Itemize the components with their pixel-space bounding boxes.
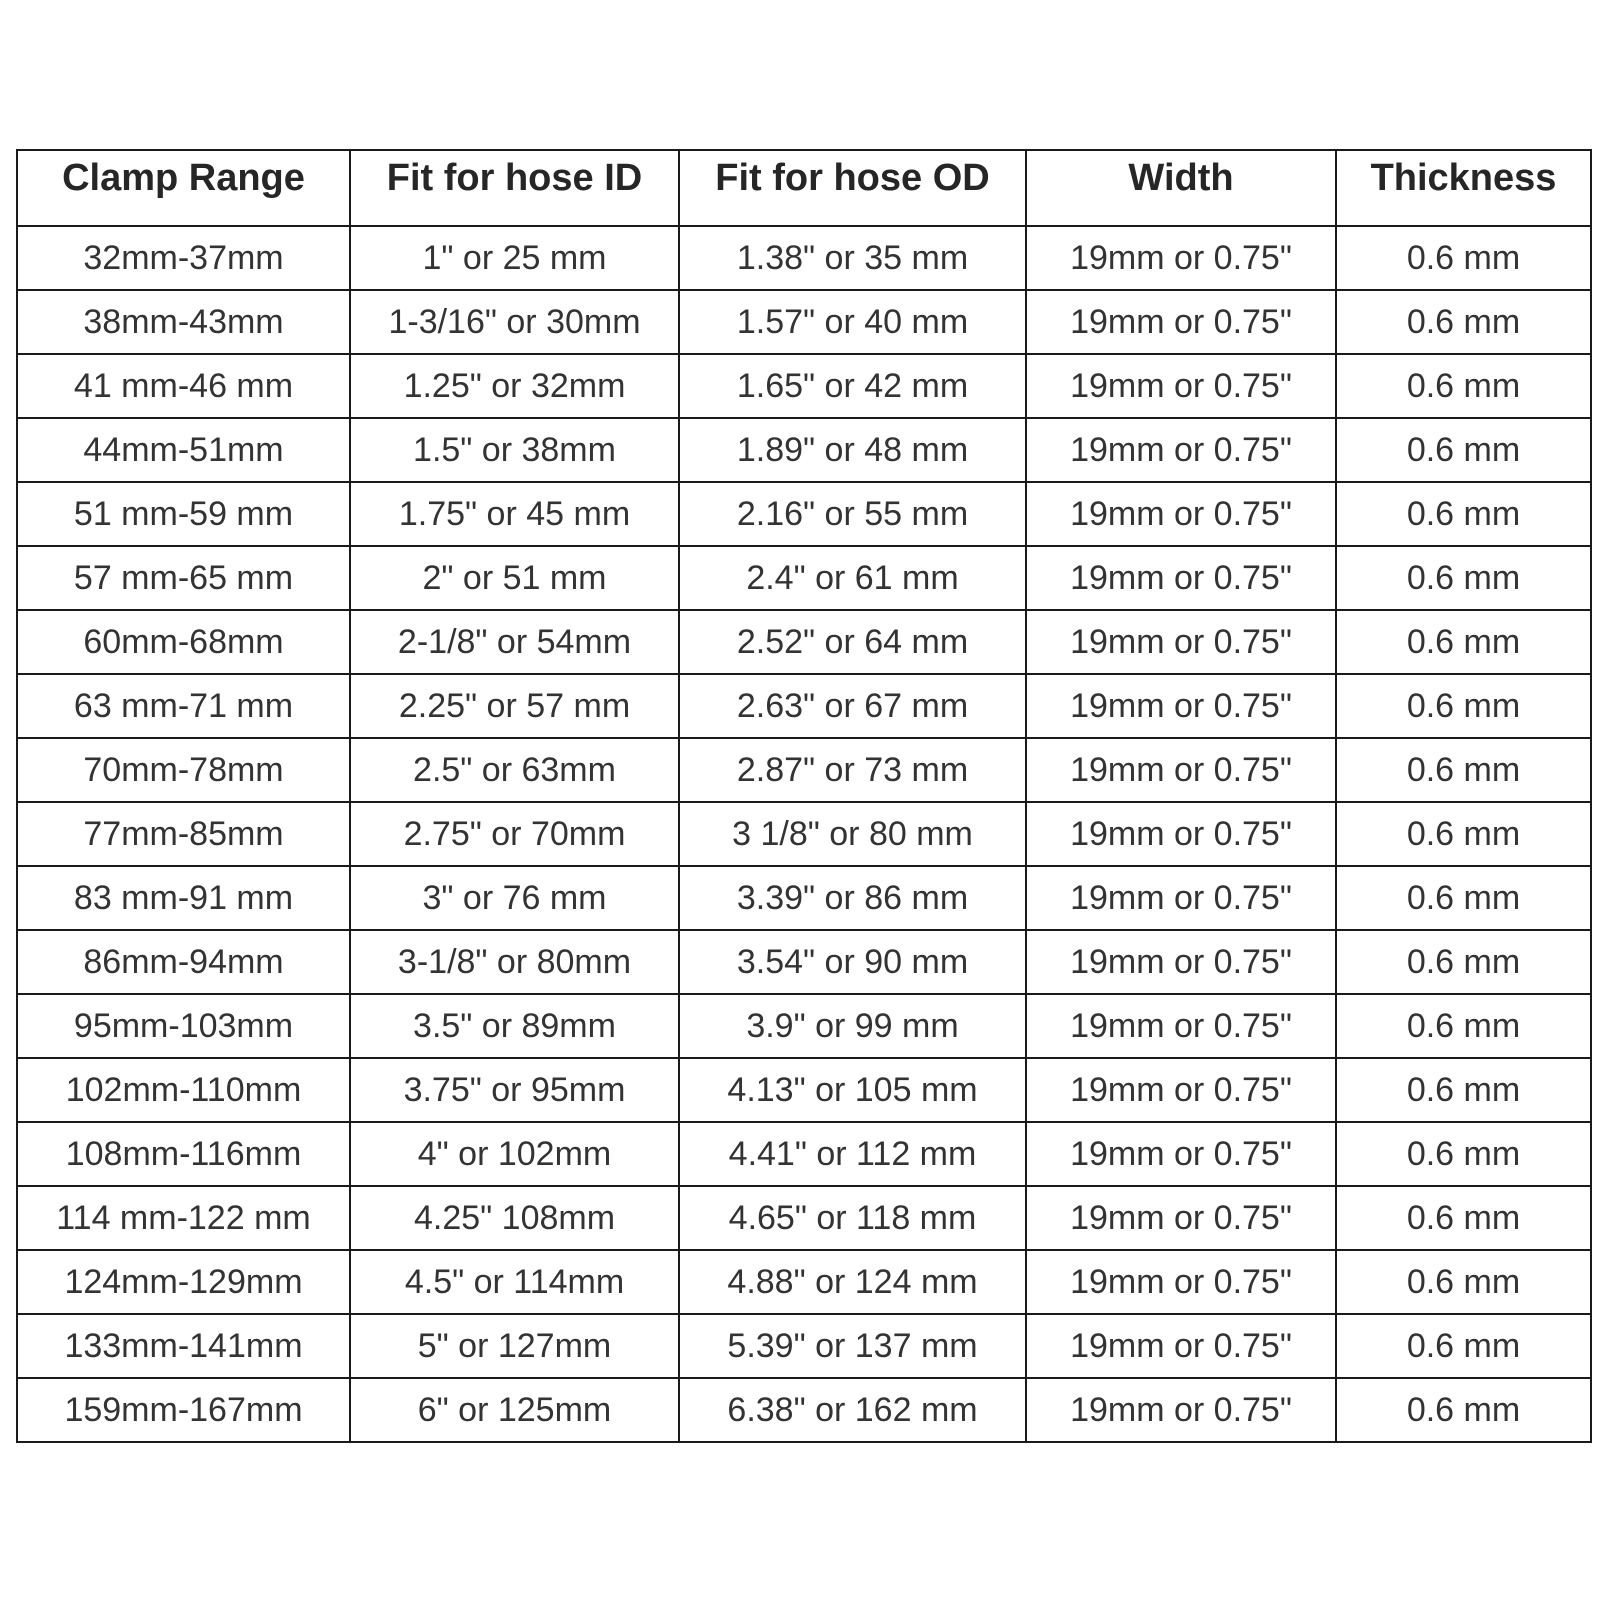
cell-clamp-range: 108mm-116mm [17, 1122, 350, 1186]
table-row [17, 866, 1591, 930]
cell-thickness: 0.6 mm [1336, 354, 1591, 418]
cell-fit-hose-id: 1" or 25 mm [350, 226, 679, 290]
cell-clamp-range: 124mm-129mm [17, 1250, 350, 1314]
cell-fit-hose-od: 2.4" or 61 mm [679, 546, 1026, 610]
header-fit-hose-od: Fit for hose OD [679, 150, 1026, 226]
header-thickness: Thickness [1336, 150, 1591, 226]
cell-fit-hose-od: 6.38" or 162 mm [679, 1378, 1026, 1442]
cell-thickness: 0.6 mm [1336, 482, 1591, 546]
cell-fit-hose-id: 6" or 125mm [350, 1378, 679, 1442]
table-row [17, 354, 1591, 418]
header-row [17, 150, 1591, 226]
cell-width: 19mm or 0.75" [1026, 1378, 1336, 1442]
cell-width: 19mm or 0.75" [1026, 610, 1336, 674]
cell-width: 19mm or 0.75" [1026, 802, 1336, 866]
cell-thickness: 0.6 mm [1336, 1122, 1591, 1186]
cell-fit-hose-id: 4.5" or 114mm [350, 1250, 679, 1314]
cell-clamp-range: 57 mm-65 mm [17, 546, 350, 610]
cell-clamp-range: 70mm-78mm [17, 738, 350, 802]
cell-thickness: 0.6 mm [1336, 930, 1591, 994]
cell-clamp-range: 51 mm-59 mm [17, 482, 350, 546]
cell-width: 19mm or 0.75" [1026, 994, 1336, 1058]
header-width: Width [1026, 150, 1336, 226]
header-clamp-range: Clamp Range [17, 150, 350, 226]
cell-fit-hose-od: 4.88" or 124 mm [679, 1250, 1026, 1314]
cell-fit-hose-id: 2-1/8" or 54mm [350, 610, 679, 674]
cell-fit-hose-od: 4.41" or 112 mm [679, 1122, 1026, 1186]
table-row [17, 1058, 1591, 1122]
cell-fit-hose-id: 5" or 127mm [350, 1314, 679, 1378]
cell-fit-hose-od: 3.54" or 90 mm [679, 930, 1026, 994]
cell-fit-hose-id: 4" or 102mm [350, 1122, 679, 1186]
cell-width: 19mm or 0.75" [1026, 1250, 1336, 1314]
cell-clamp-range: 77mm-85mm [17, 802, 350, 866]
cell-fit-hose-od: 2.87" or 73 mm [679, 738, 1026, 802]
cell-thickness: 0.6 mm [1336, 610, 1591, 674]
cell-thickness: 0.6 mm [1336, 1250, 1591, 1314]
cell-thickness: 0.6 mm [1336, 802, 1591, 866]
cell-thickness: 0.6 mm [1336, 866, 1591, 930]
cell-fit-hose-od: 3.9" or 99 mm [679, 994, 1026, 1058]
cell-width: 19mm or 0.75" [1026, 866, 1336, 930]
table-row [17, 1122, 1591, 1186]
cell-thickness: 0.6 mm [1336, 1058, 1591, 1122]
cell-clamp-range: 41 mm-46 mm [17, 354, 350, 418]
cell-width: 19mm or 0.75" [1026, 1058, 1336, 1122]
cell-fit-hose-od: 4.13" or 105 mm [679, 1058, 1026, 1122]
cell-clamp-range: 114 mm-122 mm [17, 1186, 350, 1250]
cell-thickness: 0.6 mm [1336, 738, 1591, 802]
table-body [17, 226, 1591, 1442]
table-header [17, 150, 1591, 226]
cell-width: 19mm or 0.75" [1026, 546, 1336, 610]
table-row [17, 674, 1591, 738]
cell-fit-hose-od: 2.16" or 55 mm [679, 482, 1026, 546]
cell-width: 19mm or 0.75" [1026, 1314, 1336, 1378]
cell-fit-hose-od: 3.39" or 86 mm [679, 866, 1026, 930]
cell-thickness: 0.6 mm [1336, 994, 1591, 1058]
cell-width: 19mm or 0.75" [1026, 418, 1336, 482]
cell-thickness: 0.6 mm [1336, 546, 1591, 610]
cell-fit-hose-id: 3" or 76 mm [350, 866, 679, 930]
cell-clamp-range: 63 mm-71 mm [17, 674, 350, 738]
table-row [17, 418, 1591, 482]
cell-thickness: 0.6 mm [1336, 1186, 1591, 1250]
cell-width: 19mm or 0.75" [1026, 482, 1336, 546]
cell-clamp-range: 102mm-110mm [17, 1058, 350, 1122]
cell-fit-hose-od: 4.65" or 118 mm [679, 1186, 1026, 1250]
cell-fit-hose-id: 2" or 51 mm [350, 546, 679, 610]
table-row [17, 994, 1591, 1058]
cell-fit-hose-od: 5.39" or 137 mm [679, 1314, 1026, 1378]
table-row [17, 930, 1591, 994]
cell-fit-hose-id: 4.25" 108mm [350, 1186, 679, 1250]
cell-fit-hose-id: 2.75" or 70mm [350, 802, 679, 866]
cell-thickness: 0.6 mm [1336, 226, 1591, 290]
table-row [17, 226, 1591, 290]
cell-width: 19mm or 0.75" [1026, 226, 1336, 290]
cell-fit-hose-od: 2.63" or 67 mm [679, 674, 1026, 738]
cell-clamp-range: 95mm-103mm [17, 994, 350, 1058]
cell-fit-hose-id: 3.5" or 89mm [350, 994, 679, 1058]
cell-clamp-range: 86mm-94mm [17, 930, 350, 994]
cell-clamp-range: 44mm-51mm [17, 418, 350, 482]
cell-fit-hose-od: 1.57" or 40 mm [679, 290, 1026, 354]
cell-width: 19mm or 0.75" [1026, 738, 1336, 802]
table-row [17, 482, 1591, 546]
cell-width: 19mm or 0.75" [1026, 674, 1336, 738]
cell-clamp-range: 38mm-43mm [17, 290, 350, 354]
cell-thickness: 0.6 mm [1336, 674, 1591, 738]
hose-clamp-size-table [16, 149, 1592, 1443]
cell-width: 19mm or 0.75" [1026, 1122, 1336, 1186]
table-row [17, 1250, 1591, 1314]
cell-fit-hose-od: 2.52" or 64 mm [679, 610, 1026, 674]
cell-fit-hose-id: 1-3/16" or 30mm [350, 290, 679, 354]
table-row [17, 290, 1591, 354]
cell-clamp-range: 159mm-167mm [17, 1378, 350, 1442]
cell-clamp-range: 60mm-68mm [17, 610, 350, 674]
cell-thickness: 0.6 mm [1336, 290, 1591, 354]
table-row [17, 1186, 1591, 1250]
table-row [17, 1314, 1591, 1378]
cell-clamp-range: 83 mm-91 mm [17, 866, 350, 930]
cell-clamp-range: 133mm-141mm [17, 1314, 350, 1378]
header-fit-hose-id: Fit for hose ID [350, 150, 679, 226]
table-row [17, 738, 1591, 802]
table-row [17, 546, 1591, 610]
cell-fit-hose-id: 1.25" or 32mm [350, 354, 679, 418]
cell-fit-hose-id: 3.75" or 95mm [350, 1058, 679, 1122]
cell-fit-hose-od: 3 1/8" or 80 mm [679, 802, 1026, 866]
cell-fit-hose-id: 3-1/8" or 80mm [350, 930, 679, 994]
cell-width: 19mm or 0.75" [1026, 354, 1336, 418]
cell-fit-hose-od: 1.65" or 42 mm [679, 354, 1026, 418]
table-row [17, 610, 1591, 674]
cell-width: 19mm or 0.75" [1026, 930, 1336, 994]
cell-clamp-range: 32mm-37mm [17, 226, 350, 290]
cell-fit-hose-id: 1.75" or 45 mm [350, 482, 679, 546]
cell-thickness: 0.6 mm [1336, 1378, 1591, 1442]
cell-fit-hose-id: 2.25" or 57 mm [350, 674, 679, 738]
cell-fit-hose-od: 1.38" or 35 mm [679, 226, 1026, 290]
cell-fit-hose-id: 2.5" or 63mm [350, 738, 679, 802]
cell-fit-hose-id: 1.5" or 38mm [350, 418, 679, 482]
cell-width: 19mm or 0.75" [1026, 290, 1336, 354]
cell-thickness: 0.6 mm [1336, 418, 1591, 482]
table-row [17, 1378, 1591, 1442]
cell-thickness: 0.6 mm [1336, 1314, 1591, 1378]
cell-width: 19mm or 0.75" [1026, 1186, 1336, 1250]
table-row [17, 802, 1591, 866]
cell-fit-hose-od: 1.89" or 48 mm [679, 418, 1026, 482]
